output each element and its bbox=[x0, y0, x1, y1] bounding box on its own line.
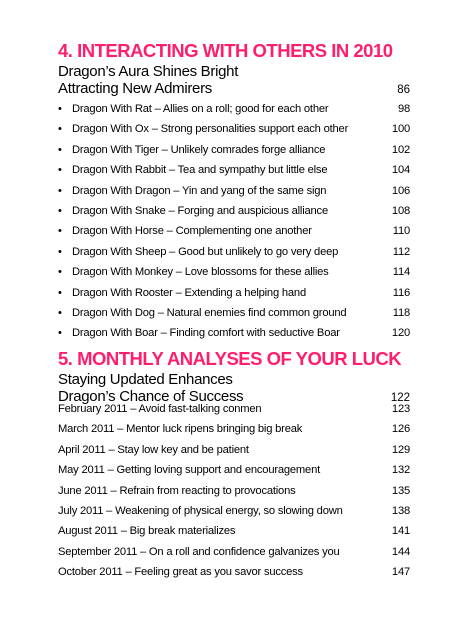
entry-text: Dragon With Rat – Allies on a roll; good for each other bbox=[72, 103, 329, 115]
page-number: 132 bbox=[391, 464, 410, 477]
bullet-icon: • bbox=[58, 184, 62, 197]
entry-text: July 2011 – Weakening of physical energy, so slowing down bbox=[58, 504, 343, 517]
toc-entry bbox=[58, 501, 410, 521]
entry-text: September 2011 – On a roll and confidence galvanizes you bbox=[58, 545, 340, 558]
entry-text: Dragon With Ox – Strong personalities support each other bbox=[72, 123, 349, 136]
bullet-icon: • bbox=[58, 286, 62, 299]
page-number: 118 bbox=[392, 306, 410, 319]
bullet-icon: • bbox=[58, 143, 62, 156]
bullet-icon: • bbox=[58, 164, 62, 177]
entry-text: Dragon With Rooster – Extending a helping hand bbox=[72, 286, 306, 299]
page-number: 112 bbox=[392, 245, 410, 258]
bullet-icon: • bbox=[58, 225, 62, 238]
subtitle-row bbox=[58, 80, 410, 97]
entry-text: Dragon With Boar – Finding comfort with seductive Boar bbox=[72, 327, 340, 340]
entry-text: October 2011 – Feeling great as you savor success bbox=[58, 566, 303, 579]
page-number: 144 bbox=[391, 545, 410, 558]
toc-entry bbox=[58, 440, 410, 460]
subtitle-line: Dragon’s Chance of Success bbox=[58, 388, 244, 405]
subtitle-line: Dragon’s Aura Shines Bright bbox=[58, 63, 239, 80]
toc-entry bbox=[58, 242, 410, 262]
page-number: 141 bbox=[391, 525, 410, 538]
entry-text: Dragon With Dragon – Yin and yang of the same sign bbox=[72, 184, 327, 197]
bullet-icon: • bbox=[58, 103, 62, 115]
page-number: 100 bbox=[391, 123, 410, 136]
toc-entry bbox=[58, 283, 410, 303]
entry-text: Dragon With Dog – Natural enemies find common ground bbox=[72, 306, 347, 319]
toc-entry bbox=[58, 562, 410, 582]
page-number: 104 bbox=[391, 164, 410, 177]
toc-list bbox=[58, 99, 410, 344]
toc-entry bbox=[58, 99, 410, 119]
toc-entry bbox=[58, 160, 410, 180]
page-number: 110 bbox=[392, 225, 410, 238]
entry-text: Dragon With Rabbit – Tea and sympathy but little else bbox=[72, 164, 328, 177]
subtitle-line: Staying Updated Enhances bbox=[58, 371, 233, 388]
page-number: 120 bbox=[391, 327, 410, 340]
page-number: 108 bbox=[391, 204, 410, 217]
toc-entry bbox=[58, 323, 410, 343]
entry-text: Dragon With Snake – Forging and auspicious alliance bbox=[72, 204, 328, 217]
toc-entry bbox=[58, 521, 410, 541]
toc-entry bbox=[58, 119, 410, 139]
bullet-icon: • bbox=[58, 123, 62, 136]
entry-text: April 2011 – Stay low key and be patient bbox=[58, 443, 249, 456]
entry-text: Dragon With Tiger – Unlikely comrades forge alliance bbox=[72, 143, 326, 156]
bullet-icon: • bbox=[58, 266, 62, 279]
page-number: 102 bbox=[391, 143, 410, 156]
page-number: 126 bbox=[391, 423, 410, 436]
page-number: 86 bbox=[397, 84, 410, 96]
bullet-icon: • bbox=[58, 204, 62, 217]
page-number: 135 bbox=[391, 484, 410, 497]
toc-entry bbox=[58, 303, 410, 323]
entry-text: Dragon With Horse – Complementing one another bbox=[72, 225, 312, 238]
toc-entry bbox=[58, 140, 410, 160]
toc-entry bbox=[58, 419, 410, 439]
toc-entry bbox=[58, 221, 410, 241]
toc-entry bbox=[58, 262, 410, 282]
toc-entry bbox=[58, 542, 410, 562]
entry-text: August 2011 – Big break materializes bbox=[58, 525, 236, 538]
page-number: 138 bbox=[391, 504, 410, 517]
chapter-title: 4. INTERACTING WITH OTHERS IN 2010 bbox=[58, 40, 393, 61]
page-number: 123 bbox=[391, 403, 410, 415]
toc-entry bbox=[58, 201, 410, 221]
bullet-icon: • bbox=[58, 306, 62, 319]
toc-entry bbox=[58, 481, 410, 501]
entry-text: Dragon With Sheep – Good but unlikely to go very deep bbox=[72, 245, 339, 258]
page-number: 147 bbox=[391, 566, 410, 579]
section-monthly-analyses bbox=[58, 348, 410, 583]
entry-text: February 2011 – Avoid fast-talking conmen bbox=[58, 403, 262, 415]
page-number: 114 bbox=[392, 266, 410, 279]
page-number: 106 bbox=[391, 184, 410, 197]
page-number: 122 bbox=[390, 392, 410, 404]
section-interacting-with-others bbox=[58, 40, 410, 344]
entry-text: March 2011 – Mentor luck ripens bringing big break bbox=[58, 423, 303, 436]
page-number: 129 bbox=[391, 443, 410, 456]
entry-text: May 2011 – Getting loving support and encouragement bbox=[58, 464, 320, 477]
entry-text: June 2011 – Refrain from reacting to provocations bbox=[58, 484, 296, 497]
page-number: 116 bbox=[392, 286, 410, 299]
toc-list bbox=[58, 399, 410, 583]
subtitle-line: Attracting New Admirers bbox=[58, 80, 212, 97]
toc-entry bbox=[58, 181, 410, 201]
toc-entry bbox=[58, 460, 410, 480]
toc-entry bbox=[58, 399, 410, 419]
bullet-icon: • bbox=[58, 245, 62, 258]
section-subtitle bbox=[58, 63, 410, 97]
entry-text: Dragon With Monkey – Love blossoms for these allies bbox=[72, 266, 329, 279]
page-number: 98 bbox=[397, 103, 410, 115]
chapter-title: 5. MONTHLY ANALYSES OF YOUR LUCK bbox=[58, 348, 402, 369]
bullet-icon: • bbox=[58, 327, 62, 340]
